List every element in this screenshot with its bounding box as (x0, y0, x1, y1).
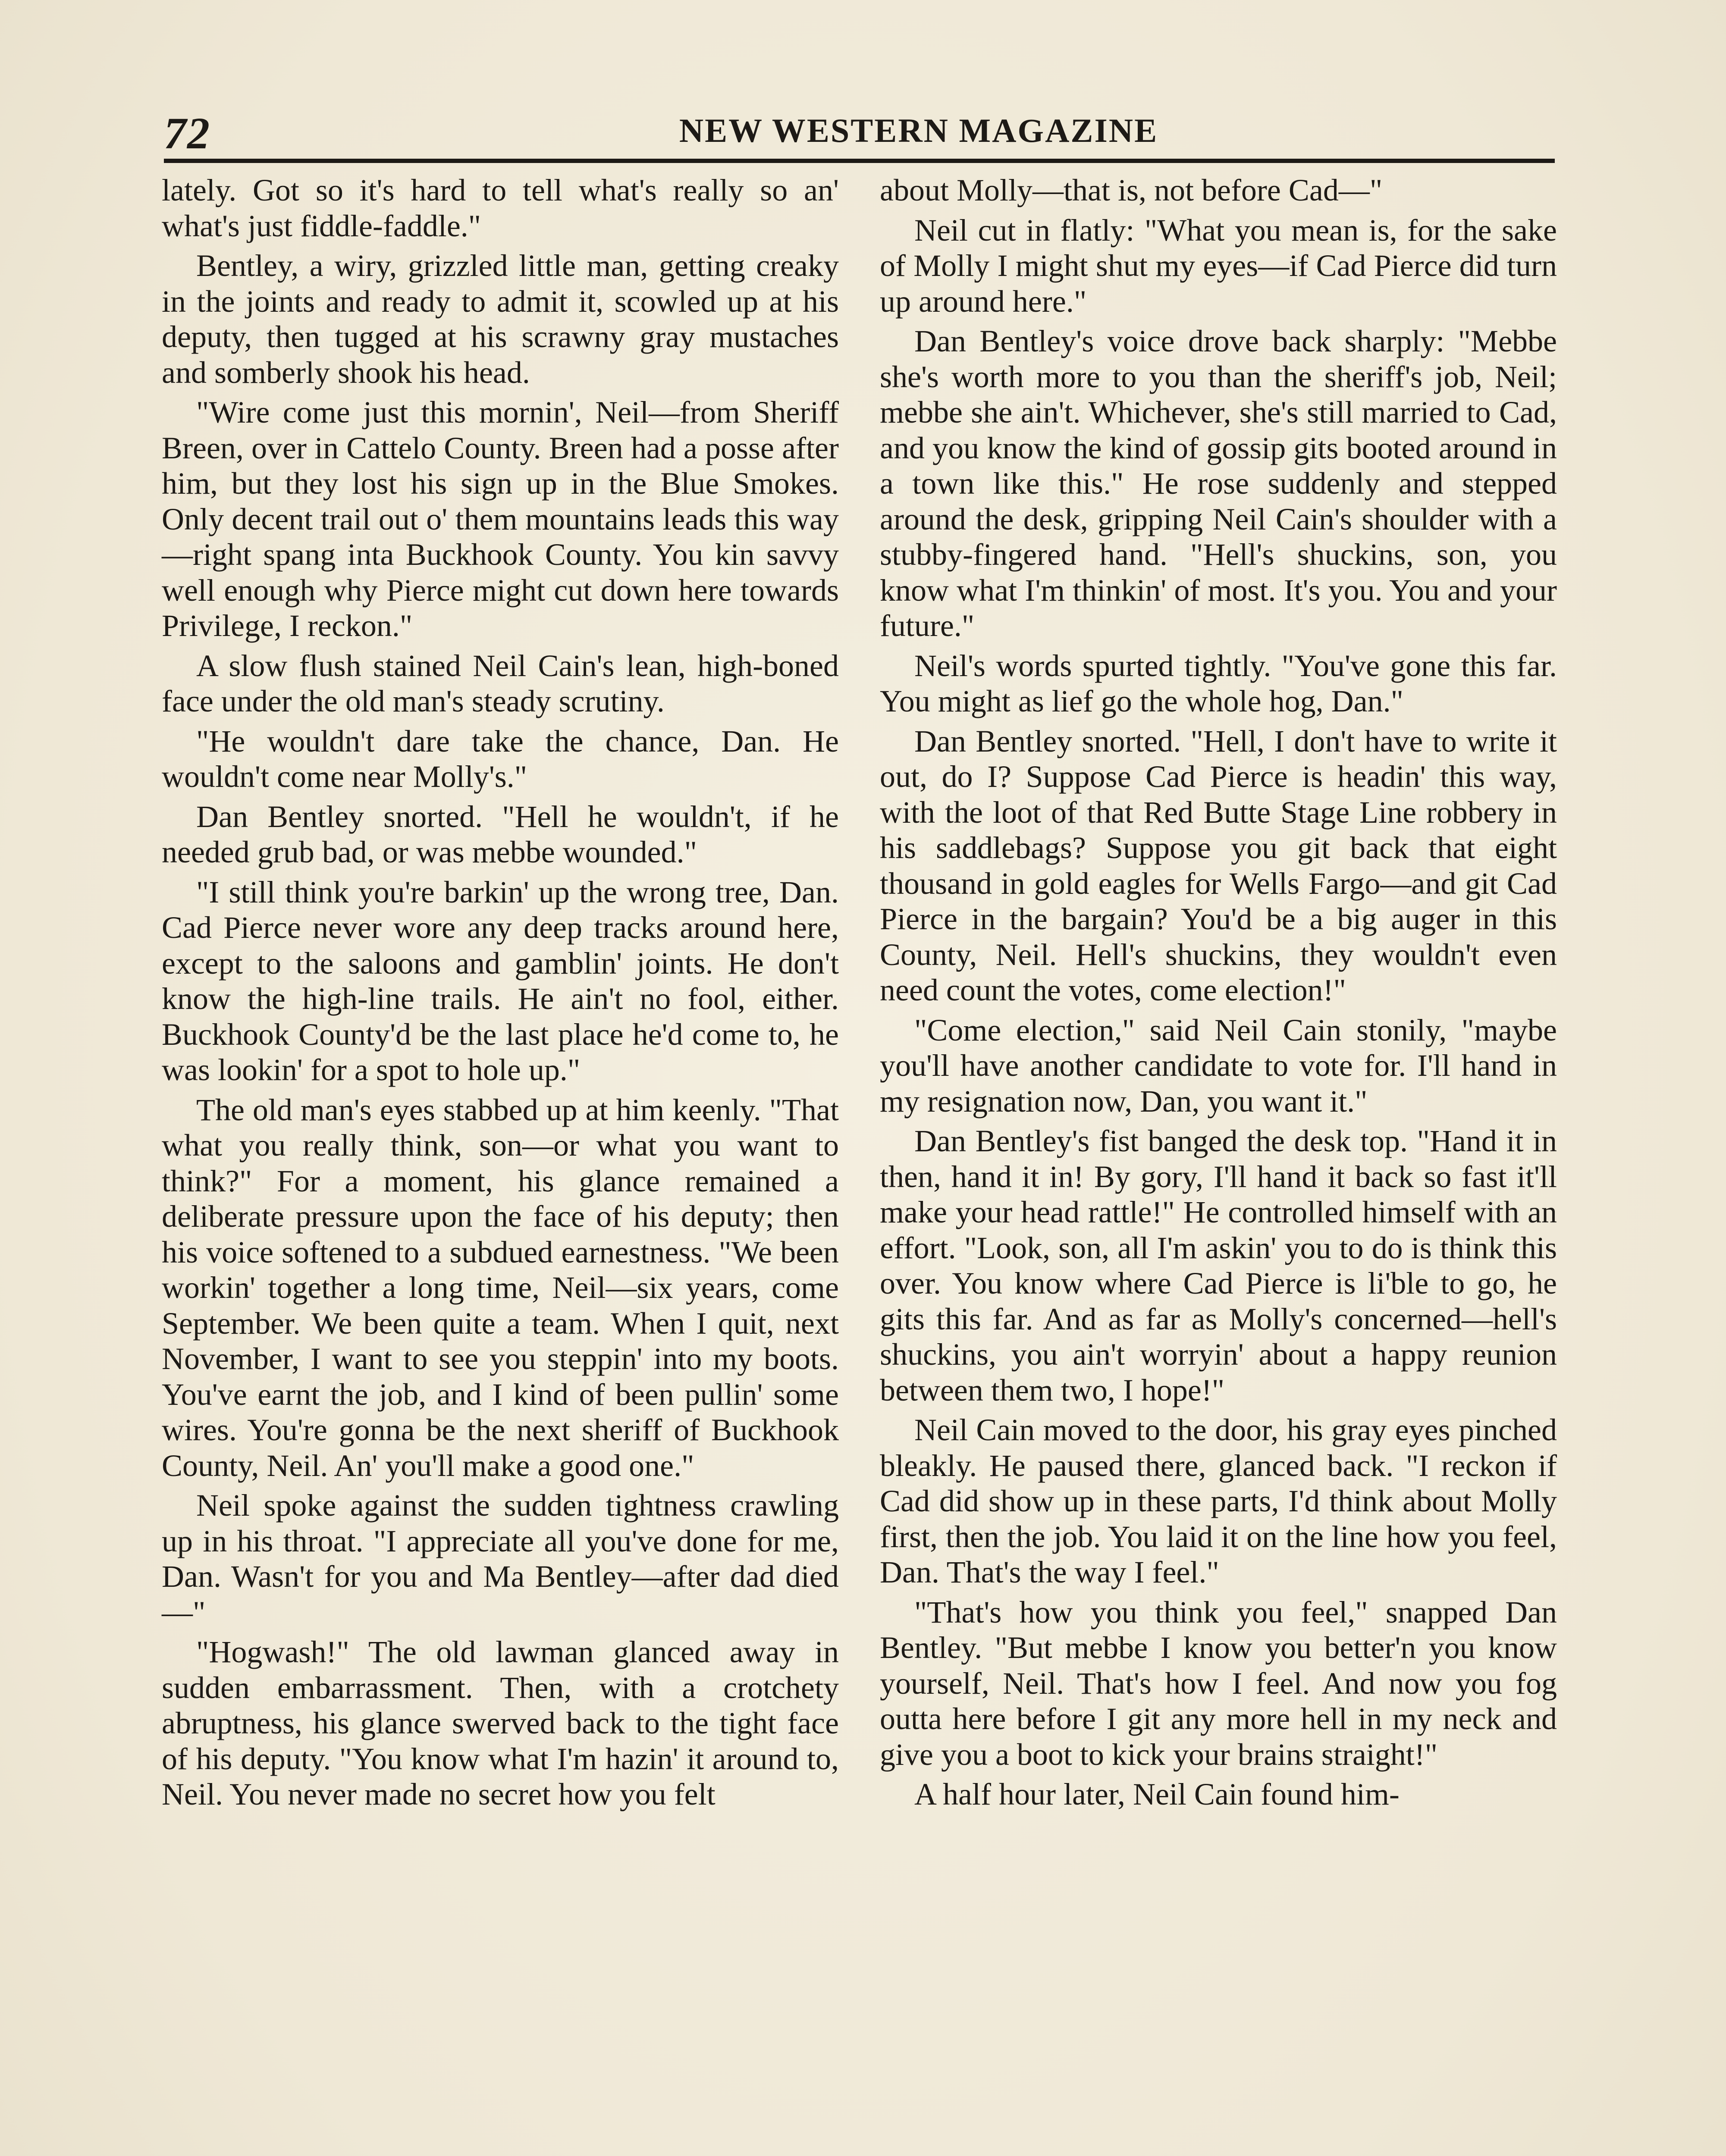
paragraph: Dan Bentley snorted. "Hell, I don't have to write it out, do I? Suppose Cad Pierce is headin' this way, with the loot of that Red Butte Stage Line robbery in his saddlebags? Suppose you git back that eight thousand in gold eagles for Wells Fargo—and git Cad Pierce in the bargain? You'd be a big auger in this County, Neil. Hell's shuckins, they wouldn't even need count the votes, come election!" (880, 724, 1557, 1007)
paragraph: Dan Bentley's fist banged the desk top. "Hand it in then, hand it in! By gory, I'll hand it back so fast it'll make your head rattle!" He controlled himself with an effort. "Look, son, all I'm askin' you to do is think this over. You know where Cad Pierce is li'ble to go, he gits this far. And as far as Molly's concerned—hell's shuckins, you ain't worryin' about a happy reunion between them two, I hope!" (880, 1124, 1557, 1407)
paragraph: A slow flush stained Neil Cain's lean, high-boned face under the old man's steady scrutiny. (162, 648, 839, 718)
right-column (880, 172, 1557, 1817)
header-rule (164, 159, 1555, 163)
paragraph: Neil's words spurted tightly. "You've gone this far. You might as lief go the whole hog, Dan." (880, 648, 1557, 718)
paragraph: lately. Got so it's hard to tell what's really so an' what's just fiddle-faddle." (162, 173, 839, 243)
paragraph: "Wire come just this mornin', Neil—from Sheriff Breen, over in Cattelo County. Breen had a posse after him, but they lost his sign up in the Blue Smokes. Only decent trail out o' them mountains leads this way—right spang inta Buckhook County. You kin savvy well enough why Pierce might cut down here towards Privilege, I reckon." (162, 395, 839, 643)
paragraph: "That's how you think you feel," snapped Dan Bentley. "But mebbe I know you better'n you know yourself, Neil. That's how I feel. And now you fog outta here before I git any more hell in my neck and give you a boot to kick your brains straight!" (880, 1595, 1557, 1772)
paragraph: Neil cut in flatly: "What you mean is, for the sake of Molly I might shut my eyes—if Cad Pierce did turn up around here." (880, 213, 1557, 319)
left-column (162, 172, 839, 1817)
paragraph: about Molly—that is, not before Cad—" (880, 173, 1383, 207)
paragraph: "He wouldn't dare take the chance, Dan. He wouldn't come near Molly's." (162, 724, 839, 794)
running-head: NEW WESTERN MAGAZINE (679, 112, 1158, 149)
paragraph: Dan Bentley's voice drove back sharply: "Mebbe she's worth more to you than the sheriff's job, Neil; mebbe she ain't. Whichever, she's still married to Cad, and you know the kind of gossip gits booted around in a town like this." He rose suddenly and stepped around the desk, gripping Neil Cain's shoulder with a stubby-fingered hand. "Hell's shuckins, son, you know what I'm thinkin' of most. It's you. You and your future." (880, 324, 1557, 643)
page-number: 72 (164, 109, 210, 158)
paragraph: "Hogwash!" The old lawman glanced away in sudden embarrassment. Then, with a crotchety abruptness, his glance swerved back to the tight face of his deputy. "You know what I'm hazin' it around to, Neil. You never made no secret how you felt (162, 1635, 839, 1811)
paragraph: "I still think you're barkin' up the wrong tree, Dan. Cad Pierce never wore any deep tracks around here, except to the saloons and gamblin' joints. He don't know the high-line trails. He ain't no fool, either. Buckhook County'd be the last place he'd come to, he was lookin' for a spot to hole up." (162, 874, 839, 1087)
paragraph: The old man's eyes stabbed up at him keenly. "That what you really think, son—or what you want to think?" For a moment, his glance remained a deliberate pressure upon the face of his deputy; then his voice softened to a subdued earnestness. "We been workin' together a long time, Neil—six years, come September. We been quite a team. When I quit, next November, I want to see you steppin' into my boots. You've earnt the job, and I kind of been pullin' some wires. You're gonna be the next sheriff of Buckhook County, Neil. An' you'll make a good one." (162, 1092, 839, 1483)
paragraph: Dan Bentley snorted. "Hell he wouldn't, if he needed grub bad, or was mebbe wounded." (162, 799, 839, 869)
paragraph: A half hour later, Neil Cain found him- (914, 1777, 1400, 1811)
page-header (164, 108, 1553, 160)
paragraph: "Come election," said Neil Cain stonily, "maybe you'll have another candidate to vote for. I'll hand in my resignation now, Dan, you want it." (880, 1012, 1557, 1119)
paragraph: Bentley, a wiry, grizzled little man, getting creaky in the joints and ready to admit it, scowled up at his deputy, then tugged at his scrawny gray mustaches and somberly shook his head. (162, 248, 839, 390)
paragraph: Neil Cain moved to the door, his gray eyes pinched bleakly. He paused there, glanced back. "I reckon if Cad did show up in these parts, I'd think about Molly first, then the job. You laid it on the line how you feel, Dan. That's the way I feel." (880, 1413, 1557, 1589)
paragraph: Neil spoke against the sudden tightness crawling up in his throat. "I appreciate all you've done for me, Dan. Wasn't for you and Ma Bentley—after dad died—" (162, 1488, 839, 1630)
